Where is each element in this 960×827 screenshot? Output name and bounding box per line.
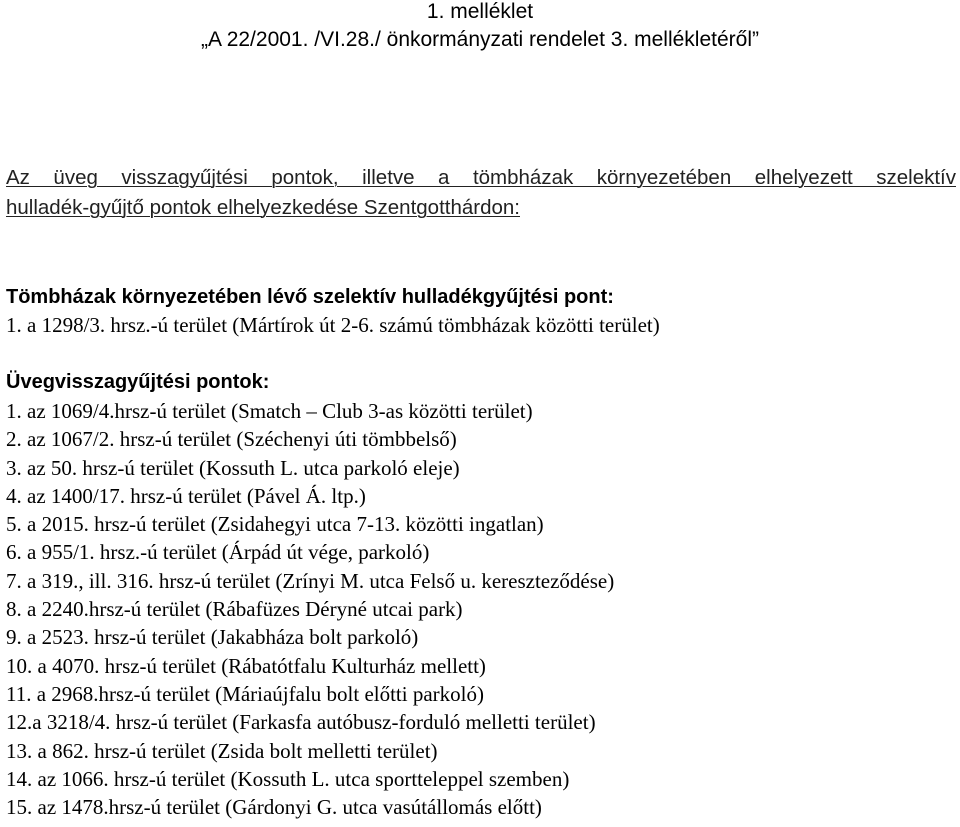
glass-points-list	[6, 397, 614, 821]
list-item: 12.a 3218/4. hrsz-ú terület (Farkasfa autóbusz-forduló melletti terület)	[6, 710, 596, 735]
list-item: 5. a 2015. hrsz-ú terület (Zsidahegyi utca 7-13. közötti ingatlan)	[6, 512, 544, 537]
list-item: 2. az 1067/2. hrsz-ú terület (Széchenyi úti tömbbelső)	[6, 427, 457, 452]
list-item: 3. az 50. hrsz-ú terület (Kossuth L. utca parkoló eleje)	[6, 455, 460, 480]
annex-reference: „A 22/2001. /VI.28./ önkormányzati rendelet 3. mellékletéről”	[201, 28, 759, 51]
list-item: 15. az 1478.hrsz-ú terület (Gárdonyi G. utca vasútállomás előtt)	[6, 795, 542, 820]
list-item: 1. az 1069/4.hrsz-ú terület (Smatch – Club 3-as közötti terület)	[6, 399, 533, 423]
intro-line-2: hulladék-gyűjtő pontok elhelyezkedése Szentgotthárdon:	[6, 196, 520, 219]
list-item: 14. az 1066. hrsz-ú terület (Kossuth L. utca sportteleppel szemben)	[6, 766, 570, 791]
list-item: 10. a 4070. hrsz-ú terület (Rábatótfalu Kulturház mellett)	[6, 653, 486, 678]
list-item: 13. a 862. hrsz-ú terület (Zsida bolt melletti terület)	[6, 738, 438, 763]
list-item: 11. a 2968.hrsz-ú terület (Máriaújfalu bolt előtti parkoló)	[6, 681, 484, 706]
annex-number: 1. melléklet	[426, 0, 534, 23]
list-item: 7. a 319., ill. 316. hrsz-ú terület (Zrínyi M. utca Felső u. kereszteződése)	[6, 568, 615, 593]
section-heading-block-housing: Tömbházak környezetében lévő szelektív hulladékgyűjtési pont:	[6, 286, 614, 308]
section-heading-glass-points: Üvegvisszagyűjtési pontok:	[6, 371, 270, 393]
list-item: 6. a 955/1. hrsz.-ú terület (Árpád út vége, parkoló)	[6, 540, 430, 565]
block-housing-point: 1. a 1298/3. hrsz.-ú terület (Mártírok út 2-6. számú tömbházak közötti terület)	[6, 313, 660, 337]
list-item: 9. a 2523. hrsz-ú terület (Jakabháza bolt parkoló)	[6, 625, 419, 650]
list-item: 8. a 2240.hrsz-ú terület (Rábafüzes Déryné utcai park)	[6, 597, 463, 622]
list-item: 4. az 1400/17. hrsz-ú terület (Pável Á. ltp.)	[6, 483, 366, 508]
intro-line-1: Az üveg visszagyűjtési pontok, illetve a tömbházak környezetében elhelyezett szelektív	[6, 166, 956, 189]
